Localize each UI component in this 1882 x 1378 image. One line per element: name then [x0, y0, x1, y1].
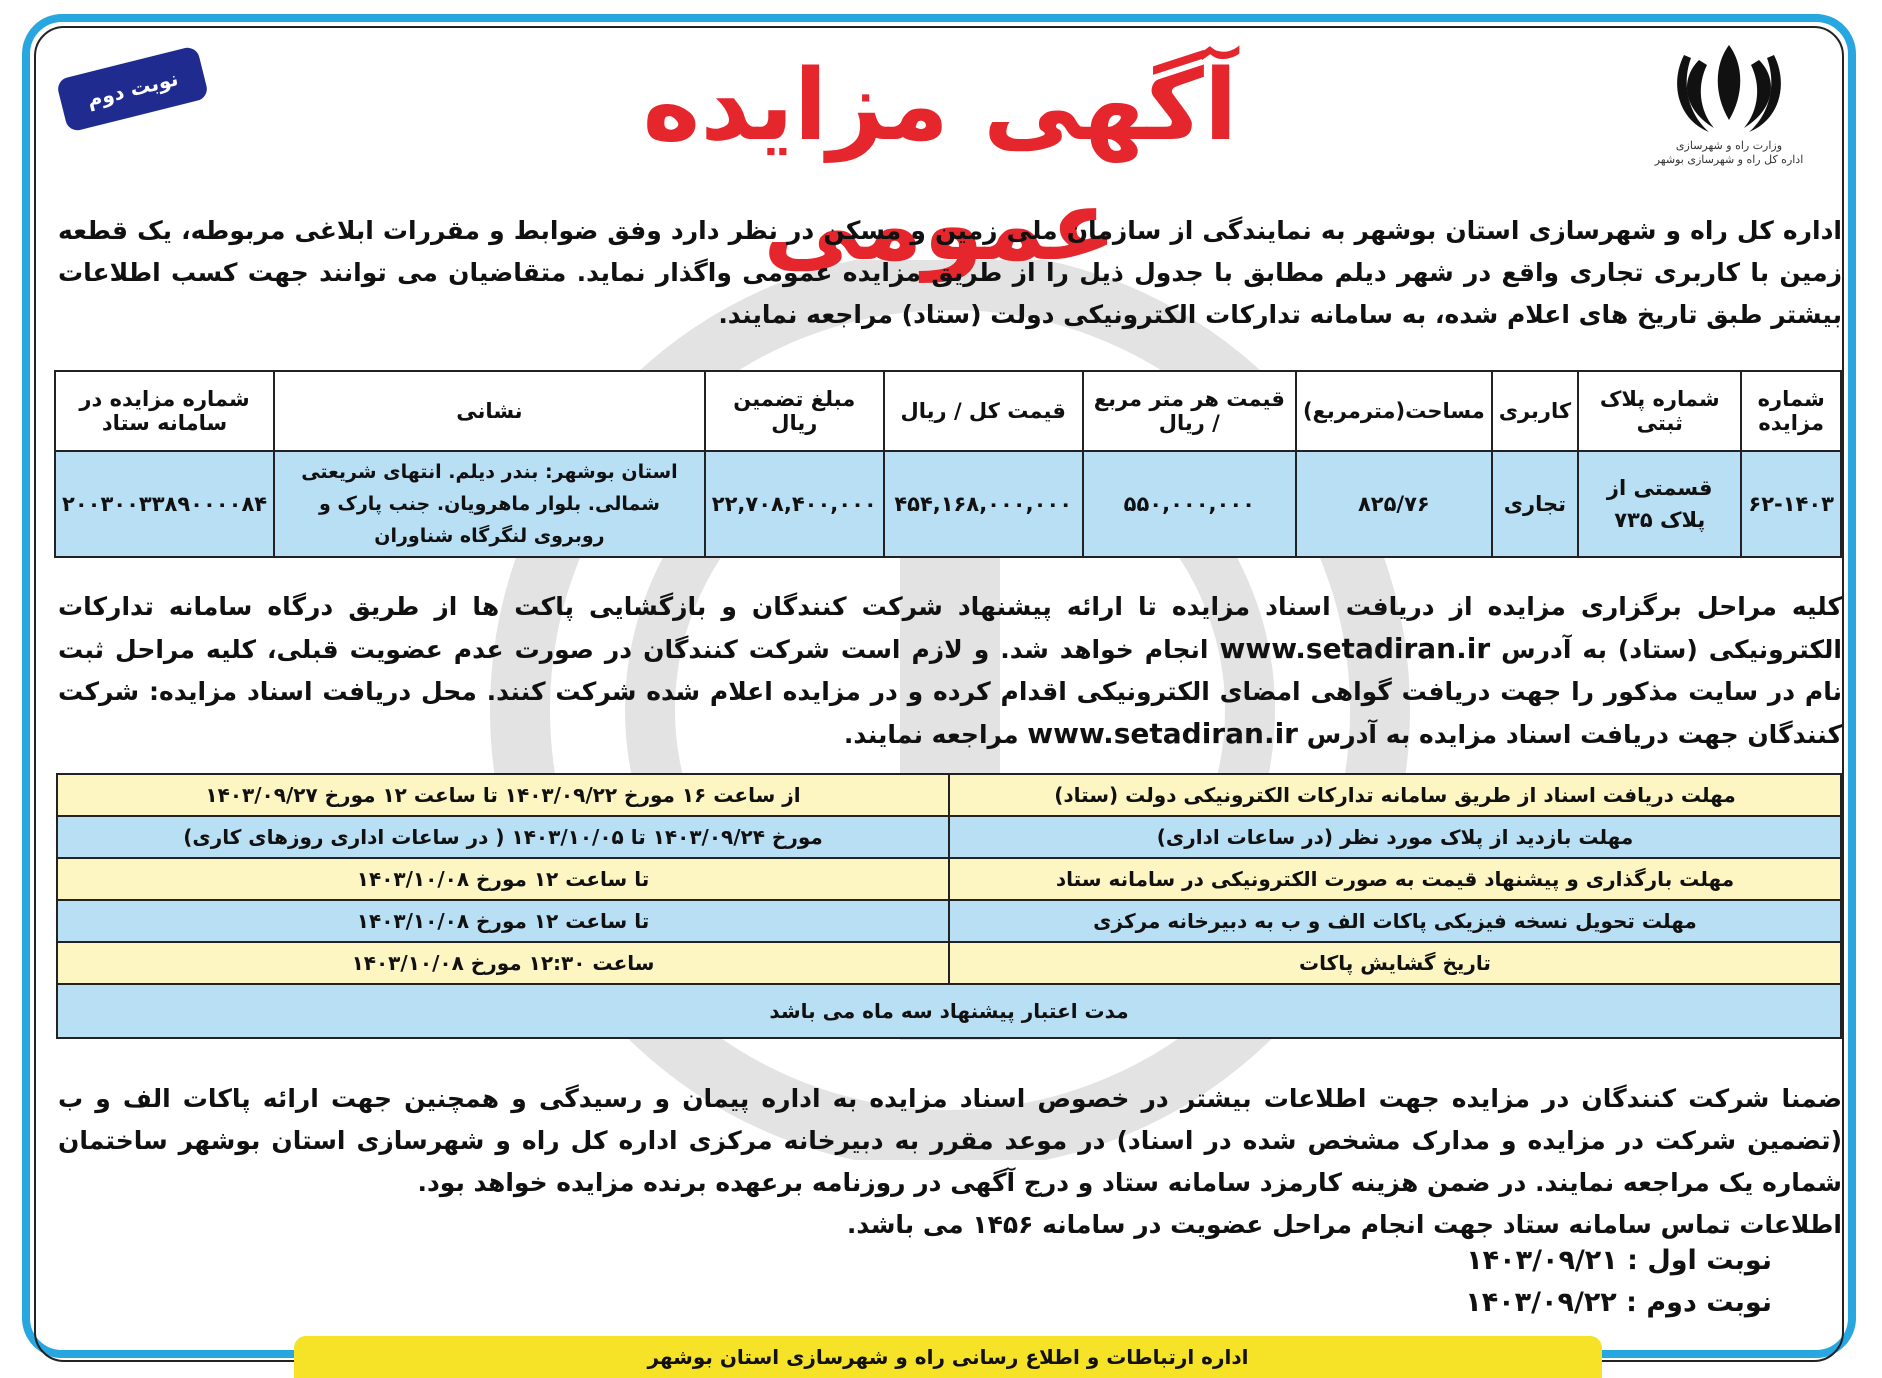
cell-area: ۸۲۵/۷۶	[1296, 451, 1492, 557]
col-header: مساحت(مترمربع)	[1296, 371, 1492, 451]
emblem-line-1: وزارت راه و شهرسازی	[1675, 139, 1783, 152]
first-round-date: نوبت اول : ۱۴۰۳/۰۹/۲۱	[1466, 1245, 1772, 1276]
procedure-paragraph	[58, 586, 1842, 756]
schedule-row	[57, 816, 1841, 858]
publication-dates	[1465, 1240, 1772, 1324]
contact-text: اطلاعات تماس سامانه ستاد جهت انجام مراحل عضویت در سامانه ۱۴۵۶ می باشد.	[846, 1210, 1842, 1239]
intro-paragraph: اداره کل راه و شهرسازی استان بوشهر به نمایندگی از سازمان ملی زمین و مسکن در نظر دارد وفق ضوابط و مقررات ابلاغی مربوطه، یک قطعه زمین با کاربری تجاری واقع در شهر دیلم مطابق با جدول ذیل را از طریق مزایده عمومی واگذار نماید. متقاضیان می توانند جهت کسب اطلاعات بیشتر طبق تاریخ های اعلام شده، به سامانه تدارکات الکترونیکی دولت (ستاد) مراجعه نمایند.	[58, 216, 1842, 329]
validity-row	[57, 984, 1841, 1038]
closing-paragraph	[58, 1078, 1842, 1246]
cell-address: استان بوشهر: بندر دیلم. انتهای شریعتی شمالی. بلوار ماهرویان. جنب پارک و روبروی لنگرگاه شناوران	[274, 451, 705, 557]
cell-total-price: ۴۵۴,۱۶۸,۰۰۰,۰۰۰	[884, 451, 1083, 557]
page-title: آگهی مزایده عمومی	[642, 49, 1238, 283]
table-header-row	[55, 371, 1841, 451]
round-badge: نوبت دوم	[56, 45, 210, 132]
cell-guarantee: ۲۲,۷۰۸,۴۰۰,۰۰۰	[705, 451, 884, 557]
validity-text: مدت اعتبار پیشنهاد سه ماه می باشد	[57, 984, 1841, 1038]
schedule-row	[57, 900, 1841, 942]
setad-link-1[interactable]: www.setadiran.ir	[1219, 632, 1491, 665]
procedure-text-1: کلیه مراحل برگزاری مزایده از دریافت اسناد مزایده تا ارائه پیشنهاد شرکت کنندگان و بازگشایی پاکت ها از طریق درگاه سامانه تدارکات الکترونیکی (ستاد) به آدرس	[58, 592, 1842, 664]
procedure-text-3: مراجعه نمایند.	[843, 720, 1019, 749]
col-header: مبلغ تضمین ریال	[705, 371, 884, 451]
schedule-value: ساعت ۱۲:۳۰ مورخ ۱۴۰۳/۱۰/۰۸	[57, 942, 949, 984]
schedule-label: مهلت تحویل نسخه فیزیکی پاکات الف و ب به دبیرخانه مرکزی	[949, 900, 1841, 942]
col-header: شماره مزایده در سامانه ستاد	[55, 371, 274, 451]
schedule-value: مورخ ۱۴۰۳/۰۹/۲۴ تا ۱۴۰۳/۱۰/۰۵ ( در ساعات اداری روزهای کاری)	[57, 816, 949, 858]
iran-emblem-icon	[1669, 40, 1789, 135]
col-header: نشانی	[274, 371, 705, 451]
schedule-label: مهلت بازدید از پلاک مورد نظر (در ساعات اداری)	[949, 816, 1841, 858]
footer-bar: اداره ارتباطات و اطلاع رسانی راه و شهرسازی استان بوشهر	[294, 1336, 1602, 1378]
schedule-value: تا ساعت ۱۲ مورخ ۱۴۰۳/۱۰/۰۸	[57, 858, 949, 900]
second-round-date: نوبت دوم : ۱۴۰۳/۰۹/۲۲	[1465, 1287, 1772, 1318]
emblem-line-2: اداره کل راه و شهرسازی بوشهر	[1654, 153, 1804, 166]
schedule-label: مهلت بارگذاری و پیشنهاد قیمت به صورت الکترونیکی در سامانه ستاد	[949, 858, 1841, 900]
schedule-label: تاریخ گشایش پاکات	[949, 942, 1841, 984]
col-header: شماره مزایده	[1741, 371, 1841, 451]
schedule-row	[57, 774, 1841, 816]
table-row	[55, 451, 1841, 557]
col-header: کاربری	[1492, 371, 1578, 451]
schedule-table	[56, 773, 1842, 1039]
setad-link-2[interactable]: www.setadiran.ir	[1027, 717, 1298, 750]
auction-table	[54, 370, 1842, 558]
schedule-label: مهلت دریافت اسناد از طریق سامانه تدارکات الکترونیکی دولت (ستاد)	[949, 774, 1841, 816]
cell-price-per-meter: ۵۵۰,۰۰۰,۰۰۰	[1083, 451, 1296, 557]
schedule-row	[57, 858, 1841, 900]
cell-setad-number: ۲۰۰۳۰۰۳۳۸۹۰۰۰۰۸۴	[55, 451, 274, 557]
cell-usage: تجاری	[1492, 451, 1578, 557]
procedure-text-2: انجام خواهد شد. و لازم است شرکت کنندگان در صورت عدم عضویت قبلی، کلیه مراحل ثبت نام در سایت مذکور را جهت دریافت گواهی امضای الکترونیکی اقدام کرده و در مزایده اعلام شده شرکت کنند. محل دریافت اسناد مزایده: شرکت کنندگان جهت دریافت اسناد مزایده به آدرس	[58, 635, 1842, 749]
ministry-emblem	[1654, 40, 1804, 175]
schedule-row	[57, 942, 1841, 984]
closing-text: ضمنا شرکت کنندگان در مزایده جهت اطلاعات بیشتر در خصوص اسناد مزایده به اداره پیمان و رسیدگی و همچنین جهت ارائه پاکات الف و ب (تضمین شرکت در مزایده و مدارک مشخص شده در اسناد) در موعد مقرر به دبیرخانه مرکزی اداره کل راه و شهرسازی استان بوشهر ساختمان شماره یک مراجعه نمایند. در ضمن هزینه کارمزد سامانه ستاد و درج آگهی در روزنامه برعهده برنده مزایده خواهد بود.	[58, 1084, 1842, 1197]
col-header: شماره پلاک ثبتی	[1578, 371, 1741, 451]
schedule-value: از ساعت ۱۶ مورخ ۱۴۰۳/۰۹/۲۲ تا ساعت ۱۲ مورخ ۱۴۰۳/۰۹/۲۷	[57, 774, 949, 816]
cell-plate-number: قسمتی از پلاک ۷۳۵	[1578, 451, 1741, 557]
col-header: قیمت کل / ریال	[884, 371, 1083, 451]
cell-auction-number: ۶۲-۱۴۰۳	[1741, 451, 1841, 557]
schedule-value: تا ساعت ۱۲ مورخ ۱۴۰۳/۱۰/۰۸	[57, 900, 949, 942]
col-header: قیمت هر متر مربع / ریال	[1083, 371, 1296, 451]
